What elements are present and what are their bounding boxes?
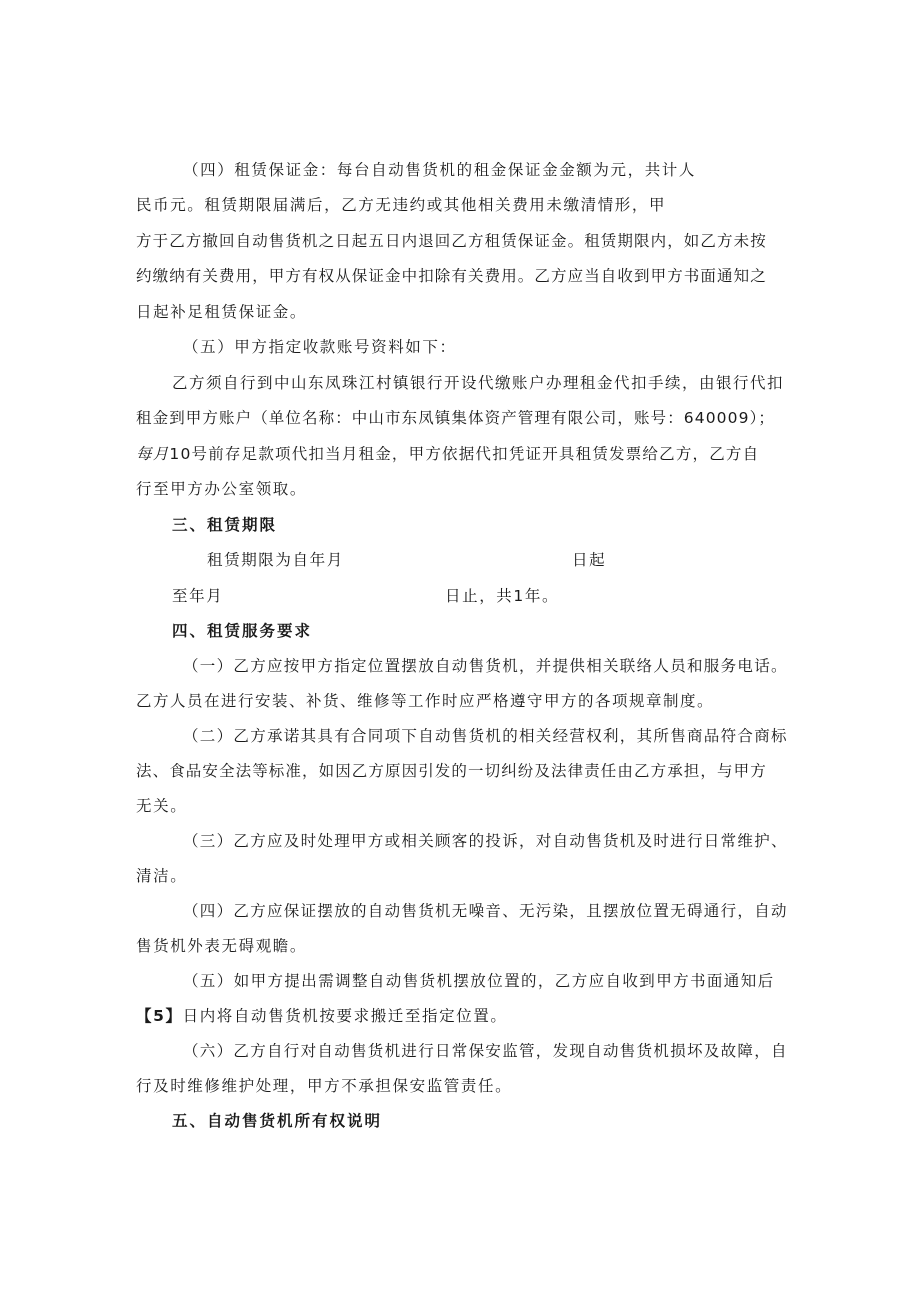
clause-5-line-5: 行至甲方办公室领取。: [136, 480, 308, 498]
requirement-2-line-3: 无关。: [136, 797, 188, 815]
monthly-label: 每月: [136, 445, 170, 463]
clause-5-line-2: 乙方须自行到中山东凤珠江村镇银行开设代缴账户办理租金代扣手续，由银行代扣: [172, 374, 785, 392]
requirement-3-line-1: （三）乙方应及时处理甲方或相关顾客的投诉，对自动售货机及时进行日常维护、: [183, 832, 788, 850]
requirement-4-line-2: 售货机外表无碍观瞻。: [136, 937, 308, 955]
clause-5-line-4-text: 10号前存足款项代扣当月租金，甲方依据代扣凭证开具租赁发票给乙方，乙方自: [169, 445, 760, 463]
requirement-5-line-2: [136, 1006, 508, 1026]
section-3-title: 三、租赁期限: [172, 516, 278, 534]
lease-term-start-day: 日起: [572, 551, 607, 569]
lease-term-end-day: 日止，共1年。: [445, 587, 560, 605]
clause-5-line-4: [136, 444, 759, 464]
clause-4-line-1: （四）租赁保证金：每台自动售货机的租金保证金金额为元，共计人: [183, 161, 697, 179]
requirement-2-line-1: （二）乙方承诺其具有合同项下自动售货机的相关经营权利，其所售商品符合商标: [183, 727, 788, 745]
section-5-title: 五、自动售货机所有权说明: [172, 1112, 383, 1130]
requirement-5-line-2-text: 日内将自动售货机按要求搬迁至指定位置。: [182, 1007, 508, 1025]
section-4-title: 四、租赁服务要求: [172, 622, 313, 640]
requirement-6-line-2: 行及时维修维护处理，甲方不承担保安监管责任。: [136, 1077, 513, 1095]
requirement-4-line-1: （四）乙方应保证摆放的自动售货机无噪音、无污染，且摆放位置无碍通行，自动: [183, 902, 788, 920]
requirement-3-line-2: 清洁。: [136, 867, 188, 885]
lease-term-start: 租赁期限为自年月: [207, 551, 344, 569]
requirement-6-line-1: （六）乙方自行对自动售货机进行日常保安监管，发现自动售货机损坏及故障，自: [183, 1042, 788, 1060]
clause-5-heading: （五）甲方指定收款账号资料如下：: [183, 338, 457, 356]
requirement-5-line-1: （五）如甲方提出需调整自动售货机摆放位置的，乙方应自收到甲方书面通知后: [183, 972, 775, 990]
requirement-1-line-1: （一）乙方应按甲方指定位置摆放自动售货机，并提供相关联络人员和服务电话。: [183, 657, 788, 675]
requirement-1-line-2: 乙方人员在进行安装、补货、维修等工作时应严格遵守甲方的各项规章制度。: [136, 692, 715, 710]
clause-4-line-5: 日起补足租赁保证金。: [136, 303, 308, 321]
lease-term-end: 至年月: [172, 587, 224, 605]
clause-4-line-2: 民币元。租赁期限届满后，乙方无违约或其他相关费用未缴清情形，甲: [136, 196, 667, 214]
days-count-bracket: 【5】: [136, 1007, 183, 1025]
clause-5-line-3: 租金到甲方账户（单位名称：中山市东凤镇集体资产管理有限公司，账号：640009）；: [136, 409, 776, 427]
clause-4-line-3: 方于乙方撤回自动售货机之日起五日内退回乙方租赁保证金。租赁期限内，如乙方未按: [136, 232, 767, 250]
clause-4-line-4: 约缴纳有关费用，甲方有权从保证金中扣除有关费用。乙方应当自收到甲方书面通知之: [136, 267, 767, 285]
requirement-2-line-2: 法、食品安全法等标准，如因乙方原因引发的一切纠纷及法律责任由乙方承担，与甲方: [136, 762, 767, 780]
